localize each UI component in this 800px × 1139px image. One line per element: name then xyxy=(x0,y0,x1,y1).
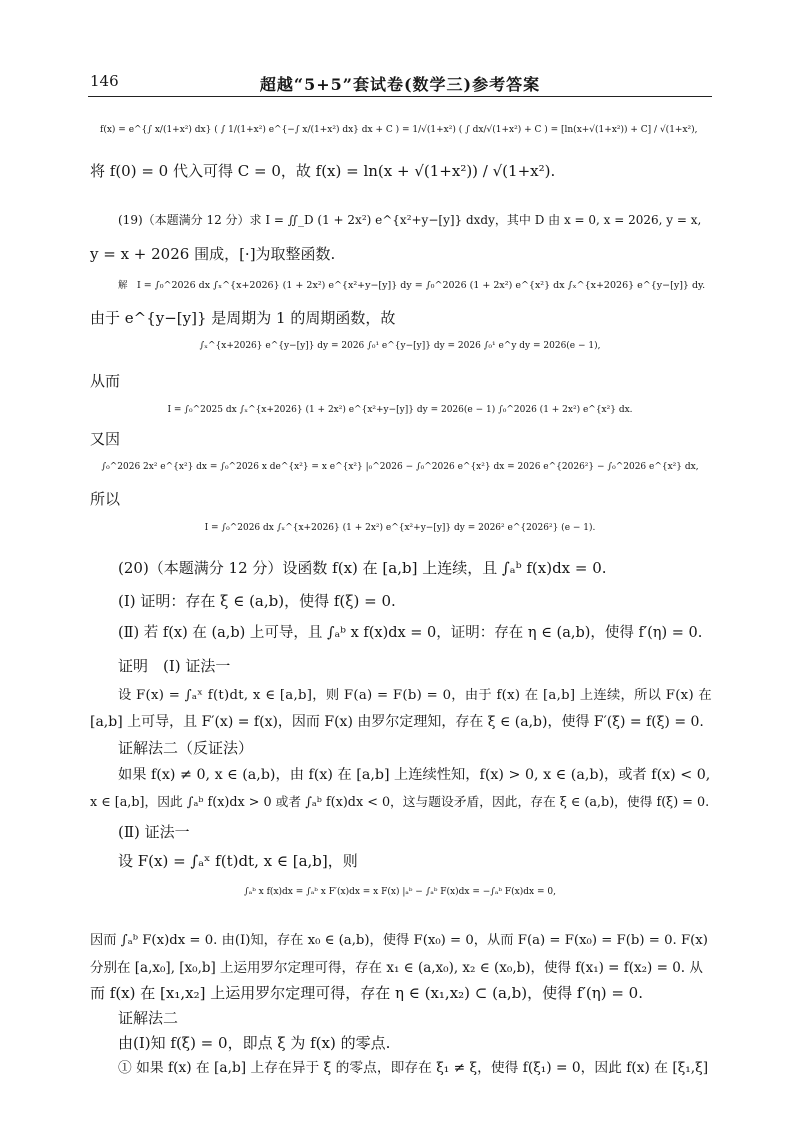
display-equation: ∫₀^2026 2x² e^{x²} dx = ∫₀^2026 x de^{x²} = x e^{x²} |₀^2026 − ∫₀^2026 e^{x²} dx = 2026 e^{2026²} − ∫₀^2026 e^{x²} dx, xyxy=(101,462,699,472)
text-line: 将 f(0) = 0 代入可得 C = 0，故 f(x) = ln(x + √(1+x²)) / √(1+x²). xyxy=(90,162,556,180)
display-equation: I = ∫₀^2025 dx ∫ₓ^{x+2026} (1 + 2x²) e^{x²+y−[y]} dy = 2026(e − 1) ∫₀^2026 (1 + 2x²) e^{x²} dx. xyxy=(167,405,633,415)
text-line: 而 f(x) 在 [x₁,x₂] 上运用罗尔定理可得，存在 η ∈ (x₁,x₂) ⊂ (a,b)，使得 f′(η) = 0. xyxy=(90,984,643,1002)
display-equation: ∫ₓ^{x+2026} e^{y−[y]} dy = 2026 ∫₀¹ e^{y−[y]} dy = 2026 ∫₀¹ e^y dy = 2026(e − 1), xyxy=(199,341,601,351)
proof-heading: 证解法二 xyxy=(118,1009,179,1027)
text-line: 由于 e^{y−[y]} 是周期为 1 的周期函数，故 xyxy=(90,309,396,327)
page-header xyxy=(90,72,710,96)
text-line: y = x + 2026 围成，[·]为取整函数. xyxy=(90,245,336,263)
display-equation: I = ∫₀^2026 dx ∫ₓ^{x+2026} (1 + 2x²) e^{x²+y−[y]} dy = 2026² e^{2026²} (e − 1). xyxy=(204,523,596,533)
header-rule xyxy=(88,96,712,97)
text-line: 分别在 [a,x₀], [x₀,b] 上运用罗尔定理可得，存在 x₁ ∈ (a,x₀), x₂ ∈ (x₀,b)，使得 f(x₁) = f(x₂) = 0. 从 xyxy=(90,960,703,976)
page-number: 146 xyxy=(90,72,119,90)
proof-heading: (Ⅱ) 证法一 xyxy=(118,823,190,841)
text-line: ① 如果 f(x) 在 [a,b] 上存在异于 ξ 的零点，即存在 ξ₁ ≠ ξ，使得 f(ξ₁) = 0，因此 f(x) 在 [ξ₁,ξ] xyxy=(118,1060,709,1076)
problem-20-title: (20)（本题满分 12 分）设函数 f(x) 在 [a,b] 上连续，且 ∫ₐᵇ f(x)dx = 0. xyxy=(118,559,607,577)
text-line: [a,b] 上可导，且 F′(x) = f(x)，因而 F(x) 由罗尔定理知，存在 ξ ∈ (a,b)，使得 F′(ξ) = f(ξ) = 0. xyxy=(90,714,704,730)
problem-19-title: (19)（本题满分 12 分）求 I = ∬_D (1 + 2x²) e^{x²+y−[y]} dxdy，其中 D 由 x = 0, x = 2026, y = x, xyxy=(118,213,702,227)
text-line: 因而 ∫ₐᵇ F(x)dx = 0. 由(Ⅰ)知，存在 x₀ ∈ (a,b)，使得 F(x₀) = 0，从而 F(a) = F(x₀) = F(b) = 0. F(x) xyxy=(90,933,708,948)
text-line: 又因 xyxy=(90,430,121,448)
equation-line: f(x) = e^{∫ x/(1+x²) dx} ( ∫ 1/(1+x²) e^{−∫ x/(1+x²) dx} dx + C ) = 1/√(1+x²) ( ∫ dx/√(1+x²) + C ) = [ln(x+√(1+x²)) + C] / √(1+x²), xyxy=(100,125,698,135)
text-line: 设 F(x) = ∫ₐˣ f(t)dt, x ∈ [a,b]，则 xyxy=(118,852,358,870)
solution-line: 解 I = ∫₀^2026 dx ∫ₓ^{x+2026} (1 + 2x²) e^{x²+y−[y]} dy = ∫₀^2026 (1 + 2x²) e^{x²} dx ∫ₓ^{x+2026} e^{y−[y]} dy. xyxy=(118,280,706,291)
text-line: 如果 f(x) ≠ 0, x ∈ (a,b)，由 f(x) 在 [a,b] 上连续性知，f(x) > 0, x ∈ (a,b)，或者 f(x) < 0, xyxy=(118,767,711,783)
text-line: 所以 xyxy=(90,490,121,508)
text-line: 从而 xyxy=(90,372,121,390)
text-line: (Ⅰ) 证明：存在 ξ ∈ (a,b)，使得 f(ξ) = 0. xyxy=(118,592,396,610)
proof-heading: 证明 (Ⅰ) 证法一 xyxy=(118,657,231,675)
proof-heading: 证解法二（反证法） xyxy=(118,739,254,757)
text-line: (Ⅱ) 若 f(x) 在 (a,b) 上可导，且 ∫ₐᵇ x f(x)dx = 0，证明：存在 η ∈ (a,b)，使得 f′(η) = 0. xyxy=(118,625,703,641)
display-equation: ∫ₐᵇ x f(x)dx = ∫ₐᵇ x F′(x)dx = x F(x) |ₐᵇ − ∫ₐᵇ F(x)dx = −∫ₐᵇ F(x)dx = 0, xyxy=(244,887,556,897)
text-line: x ∈ [a,b]，因此 ∫ₐᵇ f(x)dx > 0 或者 ∫ₐᵇ f(x)dx < 0，这与题设矛盾，因此，存在 ξ ∈ (a,b)，使得 f(ξ) = 0. xyxy=(90,795,710,810)
text-line: 由(Ⅰ)知 f(ξ) = 0，即点 ξ 为 f(x) 的零点. xyxy=(118,1034,391,1052)
text-line: 设 F(x) = ∫ₐˣ f(t)dt, x ∈ [a,b]，则 F(a) = F(b) = 0，由于 f(x) 在 [a,b] 上连续，所以 F(x) 在 xyxy=(118,688,712,703)
page-title: 超越“5+5”套试卷(数学三)参考答案 xyxy=(259,75,541,94)
